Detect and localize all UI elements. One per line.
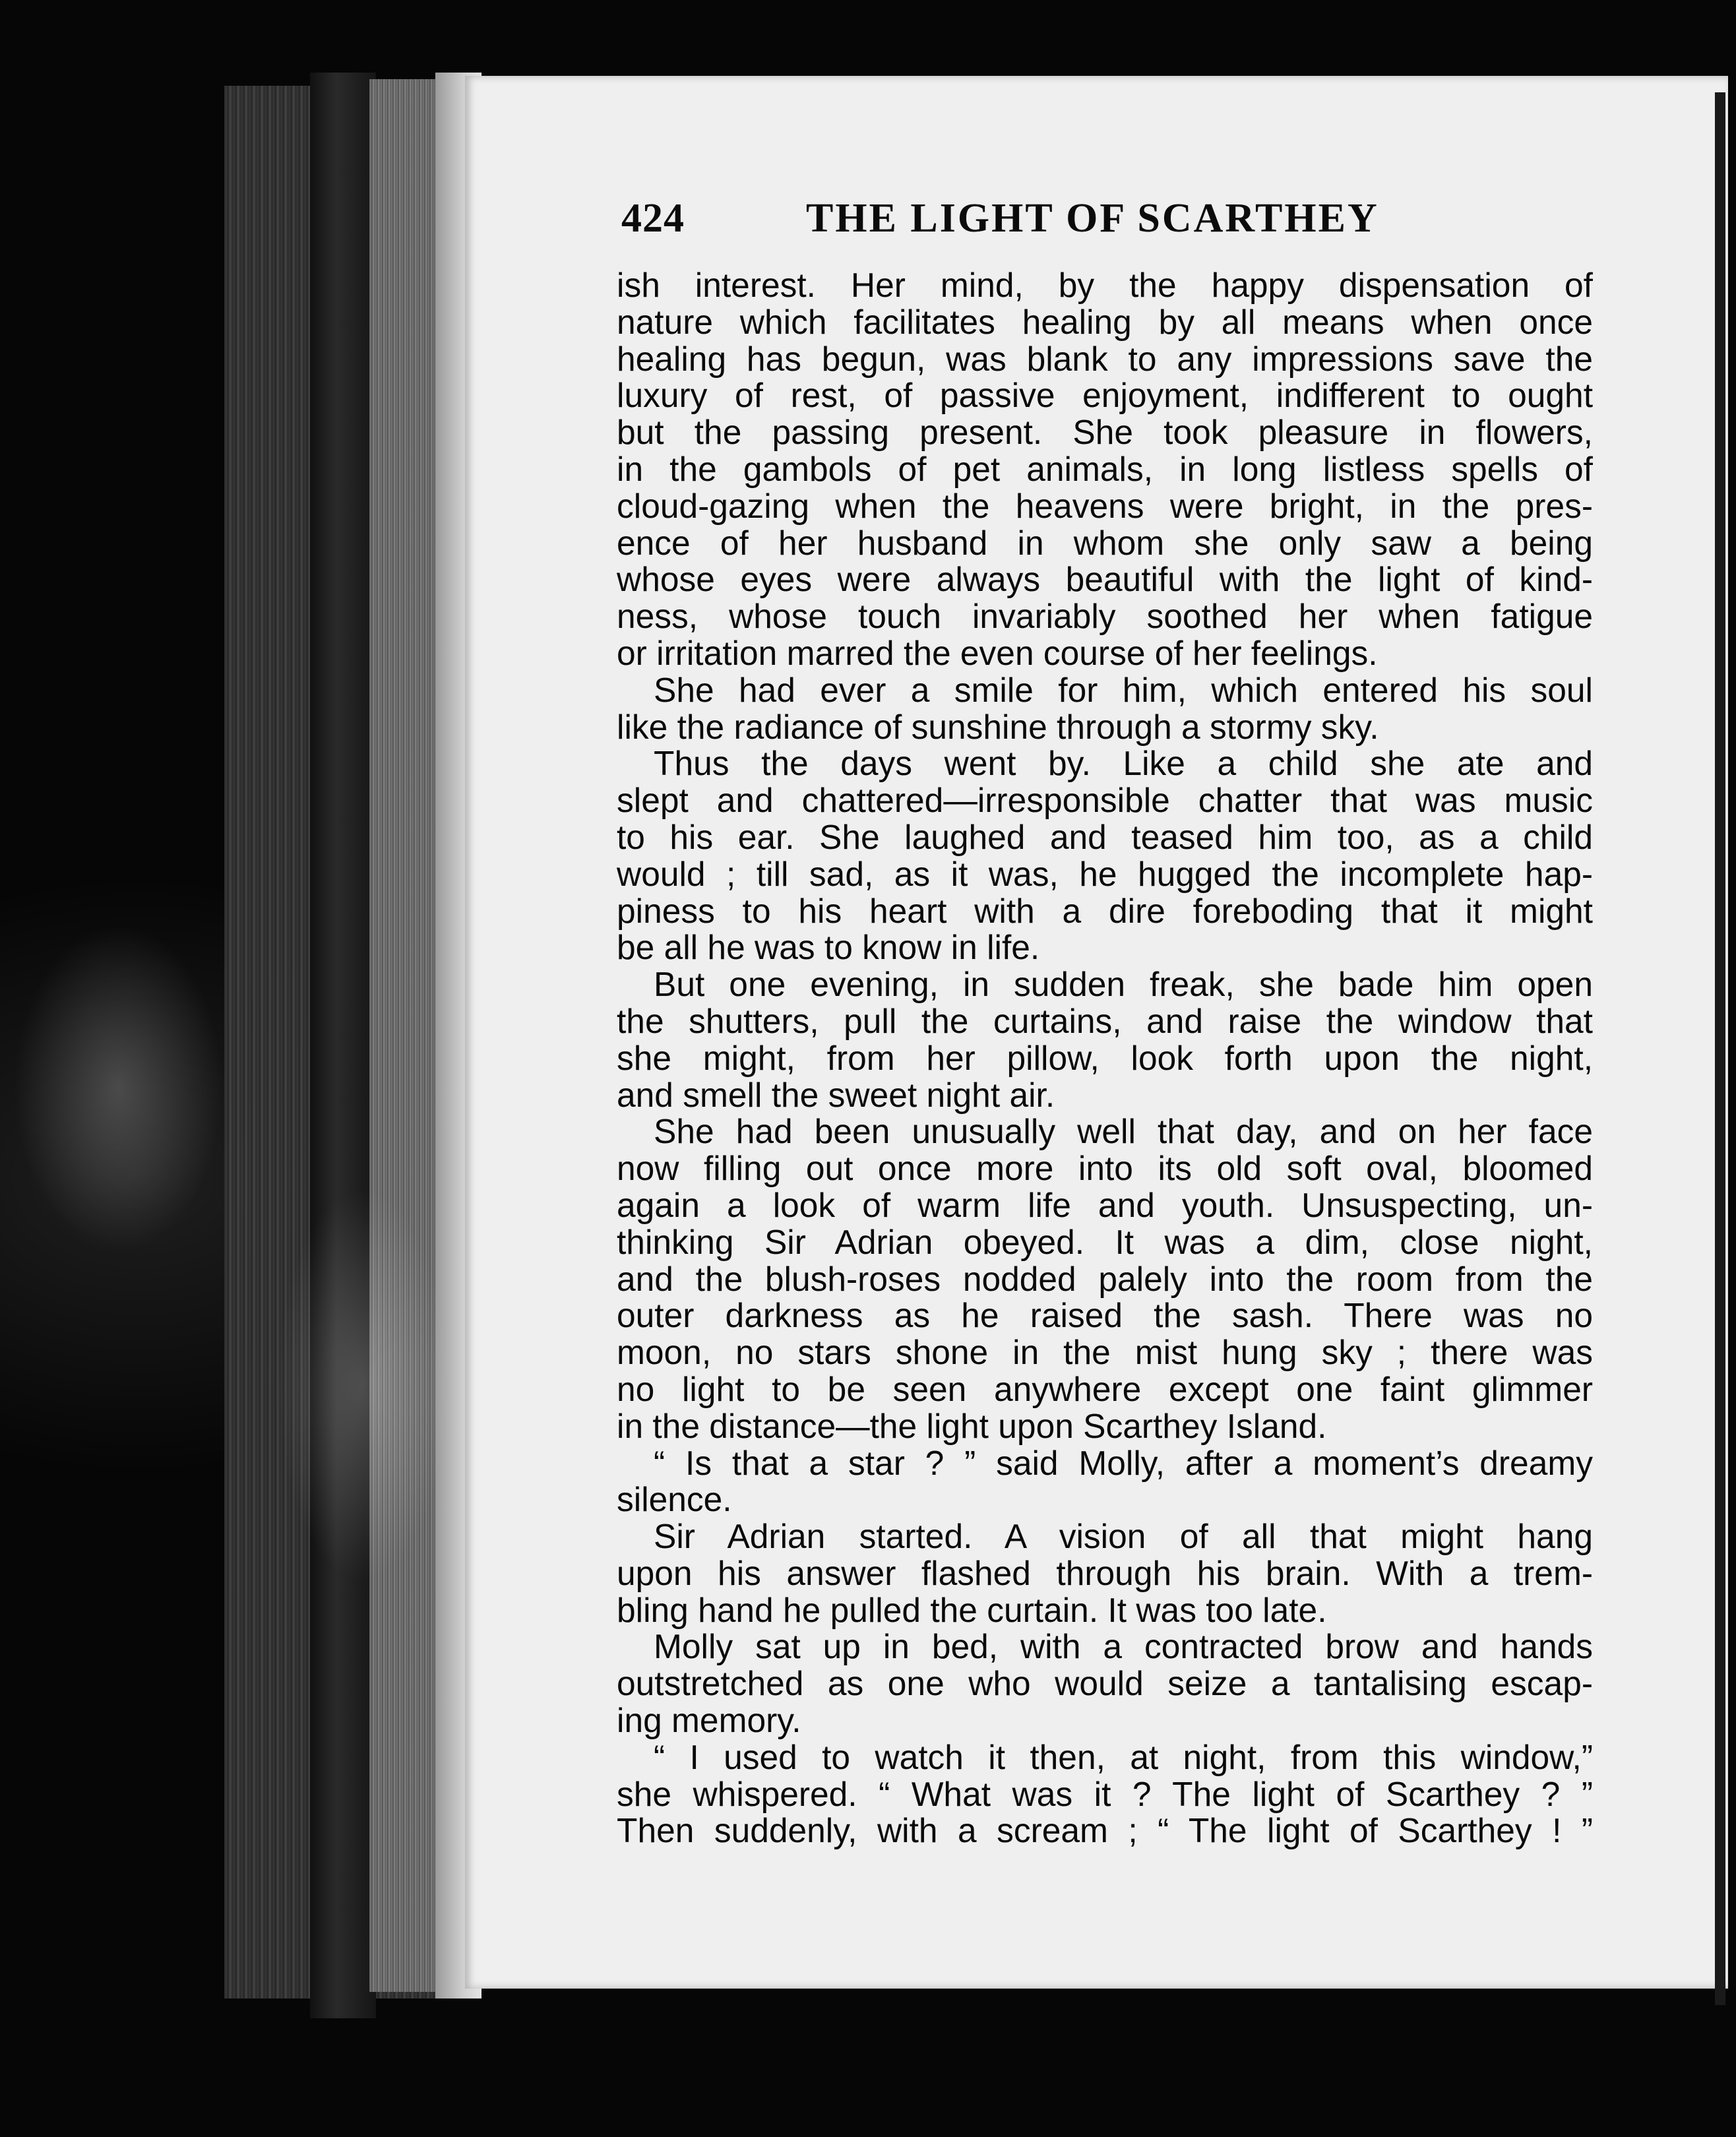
- text-line: in the distance—the light upon Scarthey Island.: [617, 1406, 1327, 1445]
- text-line: outstretched as one who would seize a tantalising escap-: [617, 1664, 1593, 1703]
- running-header: [621, 195, 1650, 248]
- text-line: the shutters, pull the curtains, and raise the window that: [617, 1001, 1593, 1040]
- text-line: healing has begun, was blank to any impressions save the: [617, 339, 1593, 378]
- body-text: [617, 267, 1593, 1849]
- text-line: whose eyes were always beautiful with the light of kind-: [617, 560, 1593, 599]
- text-line: luxury of rest, of passive enjoyment, indifferent to ought: [617, 376, 1593, 415]
- text-line: ing memory.: [617, 1701, 801, 1740]
- page-number: 424: [621, 196, 685, 241]
- text-line: and smell the sweet night air.: [617, 1075, 1055, 1114]
- text-line: Thus the days went by. Like a child she ate and: [654, 744, 1593, 783]
- text-line: in the gambols of pet animals, in long listless spells of: [617, 449, 1593, 488]
- text-line: silence.: [617, 1480, 732, 1519]
- text-line: be all he was to know in life.: [617, 928, 1040, 967]
- text-line: Molly sat up in bed, with a contracted brow and hands: [654, 1627, 1593, 1666]
- page-right-edge-shadow: [1715, 92, 1725, 2005]
- text-line: she whispered. “ What was it ? The light of Scarthey ? ”: [617, 1774, 1593, 1813]
- text-line: Then suddenly, with a scream ; “ The light of Scarthey ! ”: [617, 1811, 1593, 1850]
- text-line: like the radiance of sunshine through a stormy sky.: [617, 707, 1379, 746]
- text-line: cloud-gazing when the heavens were bright, in the pres-: [617, 486, 1593, 525]
- text-line: ness, whose touch invariably soothed her when fatigue: [617, 597, 1593, 636]
- text-line: thinking Sir Adrian obeyed. It was a dim, close night,: [617, 1222, 1593, 1261]
- text-line: again a look of warm life and youth. Unsuspecting, un-: [617, 1185, 1593, 1224]
- text-line: nature which facilitates healing by all means when once: [617, 302, 1593, 341]
- text-line: she might, from her pillow, look forth upon the night,: [617, 1038, 1593, 1077]
- text-line: outer darkness as he raised the sash. There was no: [617, 1296, 1593, 1335]
- text-line: But one evening, in sudden freak, she bade him open: [654, 965, 1593, 1004]
- text-line: bling hand he pulled the curtain. It was too late.: [617, 1590, 1327, 1629]
- text-line: upon his answer flashed through his brain. With a trem-: [617, 1553, 1593, 1592]
- text-line: now filling out once more into its old soft oval, bloomed: [617, 1149, 1593, 1188]
- text-line: ish interest. Her mind, by the happy dispensation of: [617, 266, 1593, 304]
- text-line: would ; till sad, as it was, he hugged the incomplete hap-: [617, 854, 1593, 893]
- book-spine-shadow: [310, 73, 376, 2018]
- text-line: and the blush-roses nodded palely into the room from the: [617, 1259, 1593, 1298]
- text-line: ence of her husband in whom she only saw a being: [617, 523, 1593, 562]
- text-line: She had ever a smile for him, which entered his soul: [654, 670, 1593, 709]
- text-line: slept and chattered—irresponsible chatter that was music: [617, 781, 1593, 820]
- text-line: She had been unusually well that day, and on her face: [654, 1112, 1593, 1151]
- text-line: moon, no stars shone in the mist hung sky ; there was: [617, 1333, 1593, 1372]
- running-title: THE LIGHT OF SCARTHEY: [806, 196, 1379, 241]
- text-line: or irritation marred the even course of her feelings.: [617, 633, 1378, 672]
- text-line: “ I used to watch it then, at night, from this window,”: [654, 1737, 1593, 1776]
- text-line: to his ear. She laughed and teased him too, as a child: [617, 817, 1593, 856]
- text-line: no light to be seen anywhere except one faint glimmer: [617, 1369, 1593, 1408]
- text-line: but the passing present. She took pleasure in flowers,: [617, 413, 1593, 452]
- text-line: “ Is that a star ? ” said Molly, after a moment’s dreamy: [654, 1443, 1593, 1482]
- text-line: piness to his heart with a dire foreboding that it might: [617, 891, 1593, 930]
- text-line: Sir Adrian started. A vision of all that might hang: [654, 1517, 1593, 1556]
